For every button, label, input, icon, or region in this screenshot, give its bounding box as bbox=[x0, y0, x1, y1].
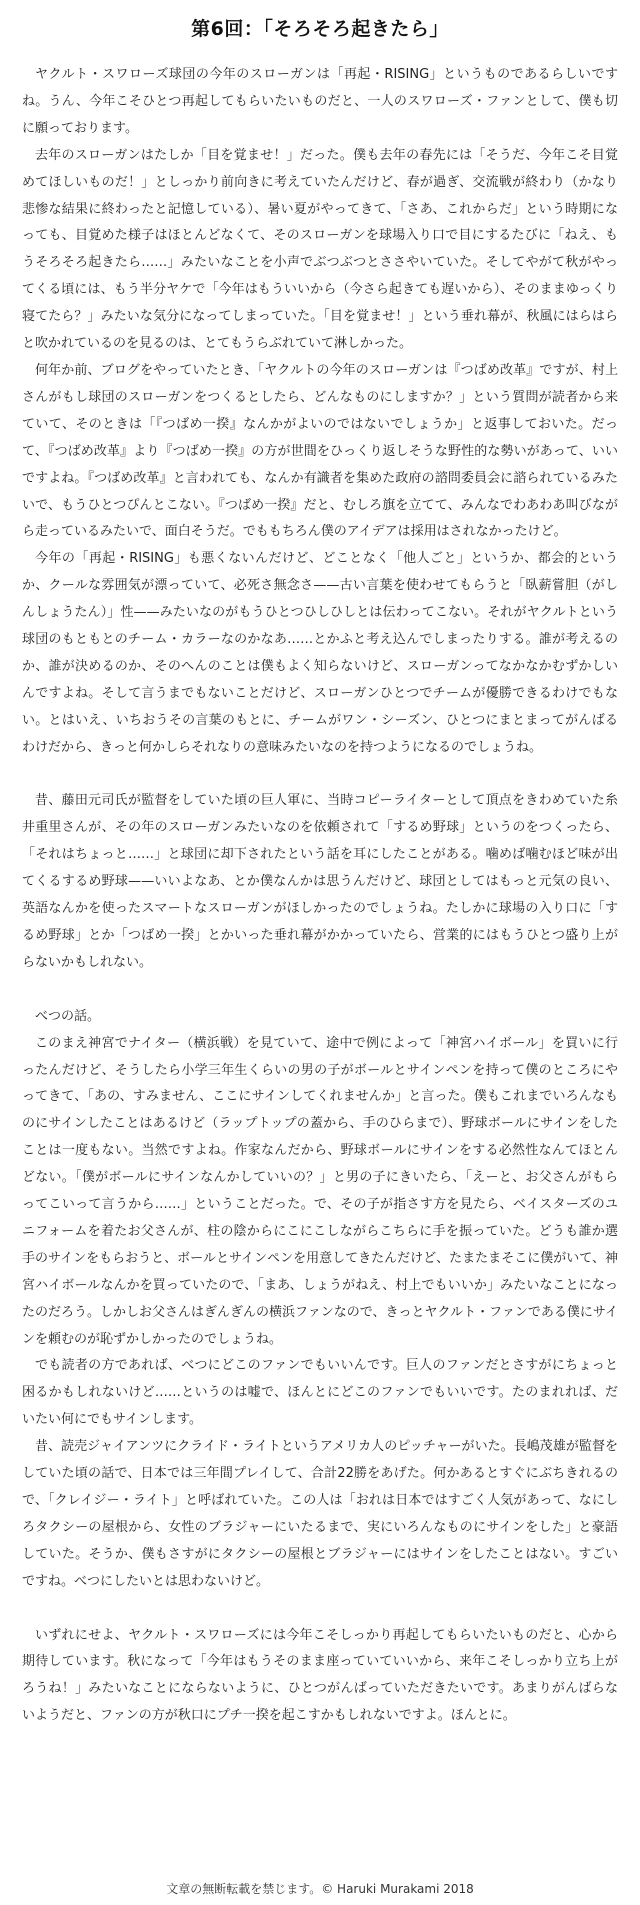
copyright-footer: 文章の無断転載を禁じます。© Haruki Murakami 2018 bbox=[166, 1882, 474, 1896]
section-break bbox=[22, 977, 618, 1004]
paragraph: でも読者の方であれば、べつにどこのファンでもいいんです。巨人のファンだとさすがにちょっと困るかもしれないけど……というのは嘘で、ほんとにどこのファンでもいいです。たのまれれば、だいたい何にでもサインします。 bbox=[22, 1358, 618, 1428]
paragraph: 今年の「再起・RISING」も悪くないんだけど、どことなく「他人ごと」というか、都会的というか、クールな雰囲気が漂っていて、必死さ無念さ——古い言葉を使わせてもらうと「臥薪嘗胆（がしんしょうたん）」性——みたいなのがもうひとつひしひしとは伝わってこない。それがヤクルトという球団のもともとのチーム・カラーなのかなあ……とかふと考え込んでしまったりする。誰が考えるのか、誰が決めるのか、そのへんのことは僕もよく知らないけど、スローガンってなかなかむずかしいんですよね。そして言うまでもないことだけど、スローガンひとつでチームが優勝できるわけでもない。とはいえ、いちおうその言葉のもとに、チームがワン・シーズン、ひとつにまとまってがんばるわけだから、きっと何かしらそれなりの意味みたいなのを持つようになるのでしょうね。 bbox=[22, 551, 618, 755]
paragraph: 昔、読売ジャイアンツにクライド・ライトというアメリカ人のピッチャーがいた。長嶋茂雄が監督をしていた頃の話で、日本では三年間プレイして、合計22勝をあげた。何かあるとすぐにぶちきれるので、「クレイジー・ライト」と呼ばれていた。この人は「おれは日本ではすごく人気があって、なにしろタクシーの屋根から、女性のブラジャーにいたるまで、実にいろんなものにサインをした」と豪語していた。そうか、僕もさすがにタクシーの屋根とブラジャーにはサインをしたことはない。すごいですね。べつにしたいとは思わないけど。 bbox=[22, 1439, 618, 1589]
section-intro bbox=[22, 62, 618, 762]
paragraph: 昔、藤田元司氏が監督をしていた頃の巨人軍に、当時コピーライターとして頂点をきわめていた糸井重里さんが、その年のスローガンみたいなのを依頼されて「するめ野球」というのをつくったら、「それはちょっと……」と球団に却下されたという話を耳にしたことがある。噛めば噛むほど味が出てくるするめ野球——いいよなあ、とか僕なんかは思うんだけど、球団としてはもっと元気の良い、英語なんかを使ったスマートなスローガンがほしかったのでしょうね。たしかに球場の入り口に「するめ野球」とか「つばめ一揆」とかいった垂れ幕がかかっていたら、営業的にはもうひとつ盛り上がらないかもしれない。 bbox=[22, 793, 618, 970]
paragraph: いずれにせよ、ヤクルト・スワローズには今年こそしっかり再起してもらいたいものだと、心から期待しています。秋になって「今年はもうそのまま座っていていいから、来年こそしっかり立ち上がろうね！」みたいなことにならないように、ひとつがんばっていただきたいです。あまりがんばらないようだと、ファンの方が秋口にプチ一揆を起こすかもしれないですよ。ほんとに。 bbox=[22, 1627, 618, 1724]
section-break bbox=[22, 1596, 618, 1623]
paragraph: 去年のスローガンはたしか「目を覚ませ！」だった。僕も去年の春先には「そうだ、今年こそ目覚めてほしいものだ！」としっかり前向きに考えていたんだけど、春が過ぎ、交流戦が終わり（かなり悲惨な結果に終わったと記憶している）、暑い夏がやってきて、「さあ、これからだ」という時期になっても、目覚めた様子はほとんどなくて、そのスローガンを球場入り口で目にするたびに「ねえ、もうそろそろ起きたら……」みたいなことを小声でぶつぶつとささやいていた。そしてやがて秋がやってくる頃には、もう半分ヤケで「今年はもういいから（今さら起きても遅いから）、そのままゆっくり寝てたら？」みたいな気分になってしまっていた。「目を覚ませ！」という垂れ幕が、秋風にはらはらと吹かれているのを見るのは、とてもうらぶれていて淋しかった。 bbox=[22, 147, 618, 352]
section-surume bbox=[22, 788, 618, 976]
article-body bbox=[22, 62, 618, 1730]
paragraph: このまえ神宮でナイター（横浜戦）を見ていて、途中で例によって「神宮ハイボール」を買いに行ったんだけど、そうしたら小学三年生くらいの男の子がボールとサインペンを持って僕のところにやってきて、「あの、すみません、ここにサインしてくれませんか」と言った。僕もこれまでいろんなものにサインしたことはあるけど（ラップトップの蓋から、手のひらまで）、野球ボールにサインをしたことは一度もない。当然ですよね。作家なんだから、野球ボールにサインをする必然性なんてほとんどない。「僕がボールにサインなんかしていいの？」と男の子にきいたら、「えーと、お父さんがもらってこいって言うから……」ということだった。で、その子が指さす方を見たら、ベイスターズのユニフォームを着たお父さんが、柱の陰からにこにこしながらこちらに手を振っていた。どうも誰か選手のサインをもらおうと、ボールとサインペンを用意してきたんだけど、たまたまそこに僕がいて、神宮ハイボールなんかを買っていたので、「まあ、しょうがねえ、村上でもいいか」みたいなことになったのだろう。しかしお父さんはぎんぎんの横浜ファンなので、きっとヤクルト・ファンである僕にサインを頼むのが恥ずかしかったのでしょうね。 bbox=[22, 1035, 618, 1347]
section-conclusion bbox=[22, 1623, 618, 1731]
section-break bbox=[22, 762, 618, 789]
paragraph: べつの話。 bbox=[35, 1008, 101, 1024]
paragraph: 何年か前、ブログをやっていたとき、「ヤクルトの今年のスローガンは『つばめ改革』ですが、村上さんがもし球団のスローガンをつくるとしたら、どんなものにしますか？」という質問が読者から来ていて、そのときは「『つばめ一揆』なんかがよいのではないでしょうか」と返事しておいた。だって、『つばめ改革』より『つばめ一揆』の方が世間をひっくり返しそうな野性的な勢いがあって、いいですよね。『つばめ改革』と言われても、なんか有識者を集めた政府の諮問委員会に諮られているみたいで、もうひとつぴんとこない。『つばめ一揆』だと、むしろ旗を立てて、みんなでわあわあ叫びながら走っているみたいで、面白そうだ。でももちろん僕のアイデアは採用はされなかったけど。 bbox=[22, 362, 618, 540]
page-title: 第6回：「そろそろ起きたら」 bbox=[191, 18, 449, 40]
section-autograph bbox=[22, 1004, 618, 1596]
paragraph: ヤクルト・スワローズ球団の今年のスローガンは「再起・RISING」というものであるらしいですね。うん、今年こそひとつ再起してもらいたいものだと、一人のスワローズ・ファンとして、僕も切に願っております。 bbox=[22, 67, 618, 136]
